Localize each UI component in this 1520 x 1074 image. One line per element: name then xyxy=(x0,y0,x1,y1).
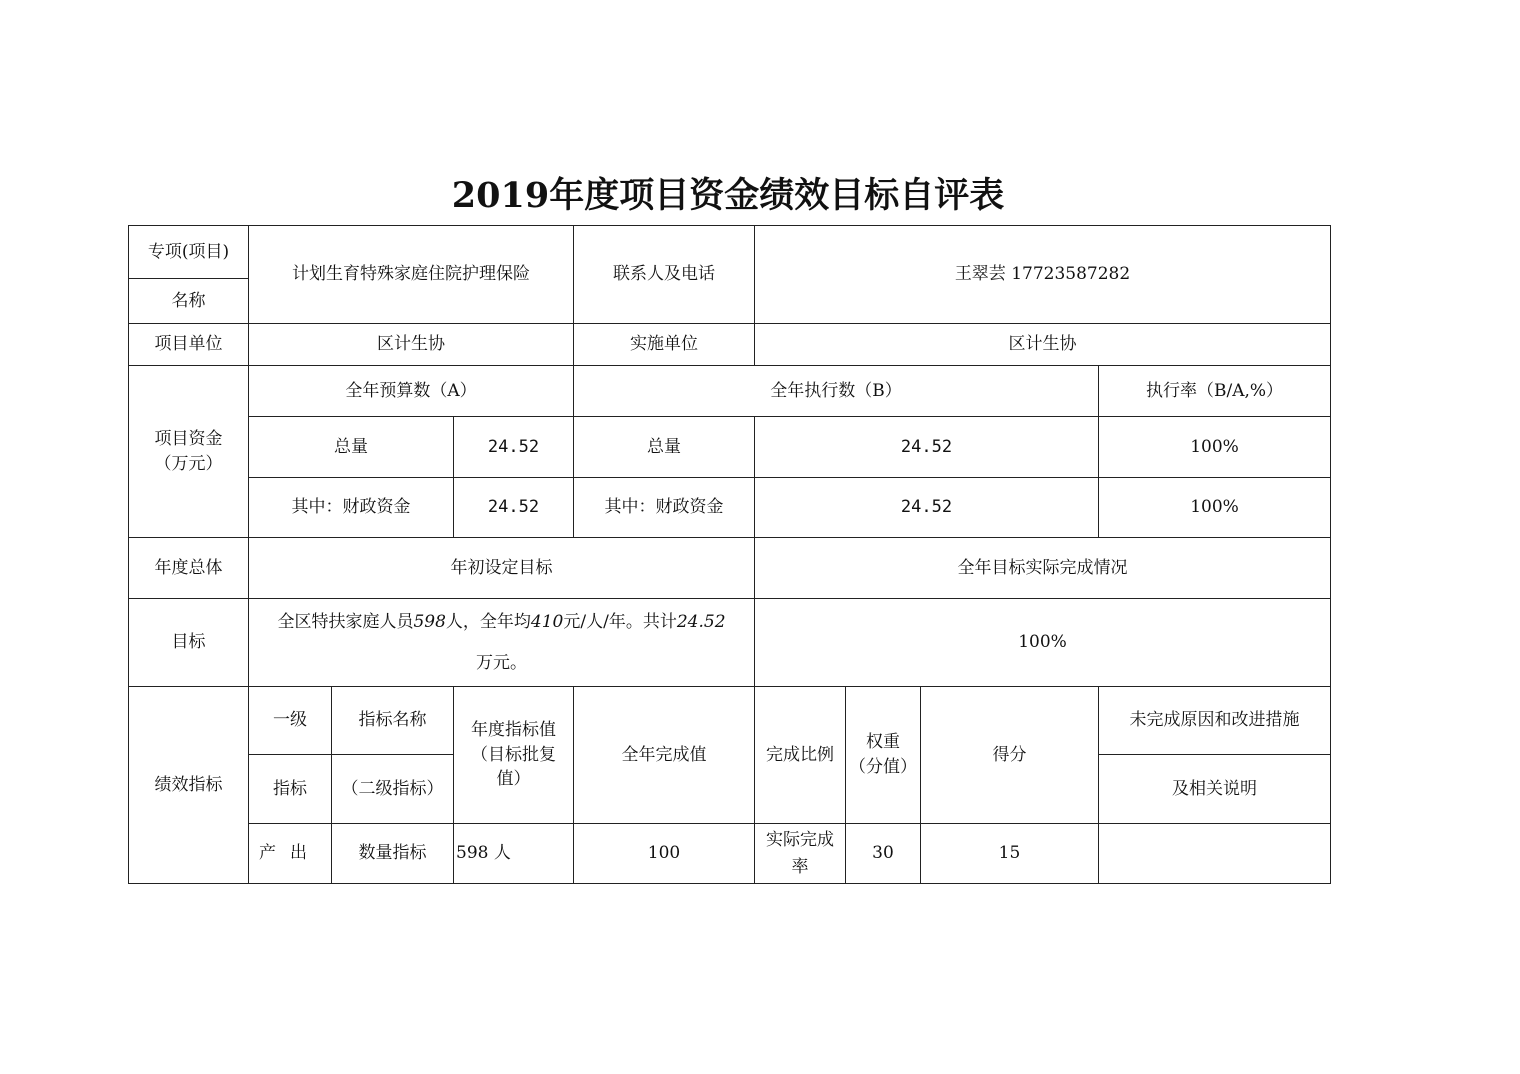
col-actual: 全年完成值 xyxy=(574,687,755,824)
col-level1-line1: 一级 xyxy=(249,687,332,755)
row-name: 数量指标 xyxy=(332,824,454,884)
budget-total-value: 24.52 xyxy=(454,417,574,478)
goal-actual-value: 100% xyxy=(755,599,1331,687)
rate-total-value: 100% xyxy=(1099,417,1331,478)
self-evaluation-table xyxy=(128,225,1331,884)
row-actual: 100 xyxy=(574,824,755,884)
funds-label-line2: （万元） xyxy=(154,453,223,474)
row-score: 15 xyxy=(921,824,1099,884)
project-name-value: 计划生育特殊家庭住院护理保险 xyxy=(249,226,574,324)
col-level1-line2: 指标 xyxy=(249,755,332,824)
performance-label: 绩效指标 xyxy=(129,687,249,884)
project-unit-label: 项目单位 xyxy=(129,324,249,366)
budget-header: 全年预算数（A） xyxy=(249,366,574,417)
impl-unit-label: 实施单位 xyxy=(574,324,755,366)
contact-label: 联系人及电话 xyxy=(574,226,755,324)
budget-total-label: 总量 xyxy=(249,417,454,478)
row-ratio: 实际完成 率 xyxy=(755,824,846,884)
contact-value: 王翠芸 17723587282 xyxy=(755,226,1331,324)
impl-unit-value: 区计生协 xyxy=(755,324,1331,366)
exec-fiscal-value: 24.52 xyxy=(755,478,1099,538)
project-name-label-line1: 专项(项目) xyxy=(129,226,249,279)
funds-label xyxy=(129,366,249,538)
project-name-label-line2: 名称 xyxy=(129,279,249,324)
table-row xyxy=(129,824,1331,884)
exec-total-label: 总量 xyxy=(574,417,755,478)
row-target: 598 人 xyxy=(454,824,574,884)
row-reason xyxy=(1099,824,1331,884)
rate-fiscal-value: 100% xyxy=(1099,478,1331,538)
goal-label-line2: 目标 xyxy=(129,599,249,687)
goal-set-header: 年初设定目标 xyxy=(249,538,755,599)
col-name-line1: 指标名称 xyxy=(332,687,454,755)
exec-header: 全年执行数（B） xyxy=(574,366,1099,417)
funds-label-line1: 项目资金 xyxy=(154,428,223,449)
row-level1: 产出 xyxy=(249,824,332,884)
exec-total-value: 24.52 xyxy=(755,417,1099,478)
col-reason-line2: 及相关说明 xyxy=(1099,755,1331,824)
goal-actual-header: 全年目标实际完成情况 xyxy=(755,538,1331,599)
col-weight: 权重 （分值） xyxy=(846,687,921,824)
col-ratio: 完成比例 xyxy=(755,687,846,824)
col-target: 年度指标值 （目标批复 值） xyxy=(454,687,574,824)
goal-set-text: 全区特扶家庭人员598人，全年均410元/人/年。共计24.52 万元。 xyxy=(249,599,755,687)
col-reason-line1: 未完成原因和改进措施 xyxy=(1099,687,1331,755)
page-title: 2019年度项目资金绩效目标自评表 xyxy=(451,175,1005,216)
budget-fiscal-value: 24.52 xyxy=(454,478,574,538)
col-score: 得分 xyxy=(921,687,1099,824)
rate-header: 执行率（B/A,%） xyxy=(1099,366,1331,417)
budget-fiscal-label: 其中：财政资金 xyxy=(249,478,454,538)
exec-fiscal-label: 其中：财政资金 xyxy=(574,478,755,538)
row-weight: 30 xyxy=(846,824,921,884)
goal-label-line1: 年度总体 xyxy=(129,538,249,599)
project-unit-value: 区计生协 xyxy=(249,324,574,366)
col-name-line2: （二级指标） xyxy=(332,755,454,824)
